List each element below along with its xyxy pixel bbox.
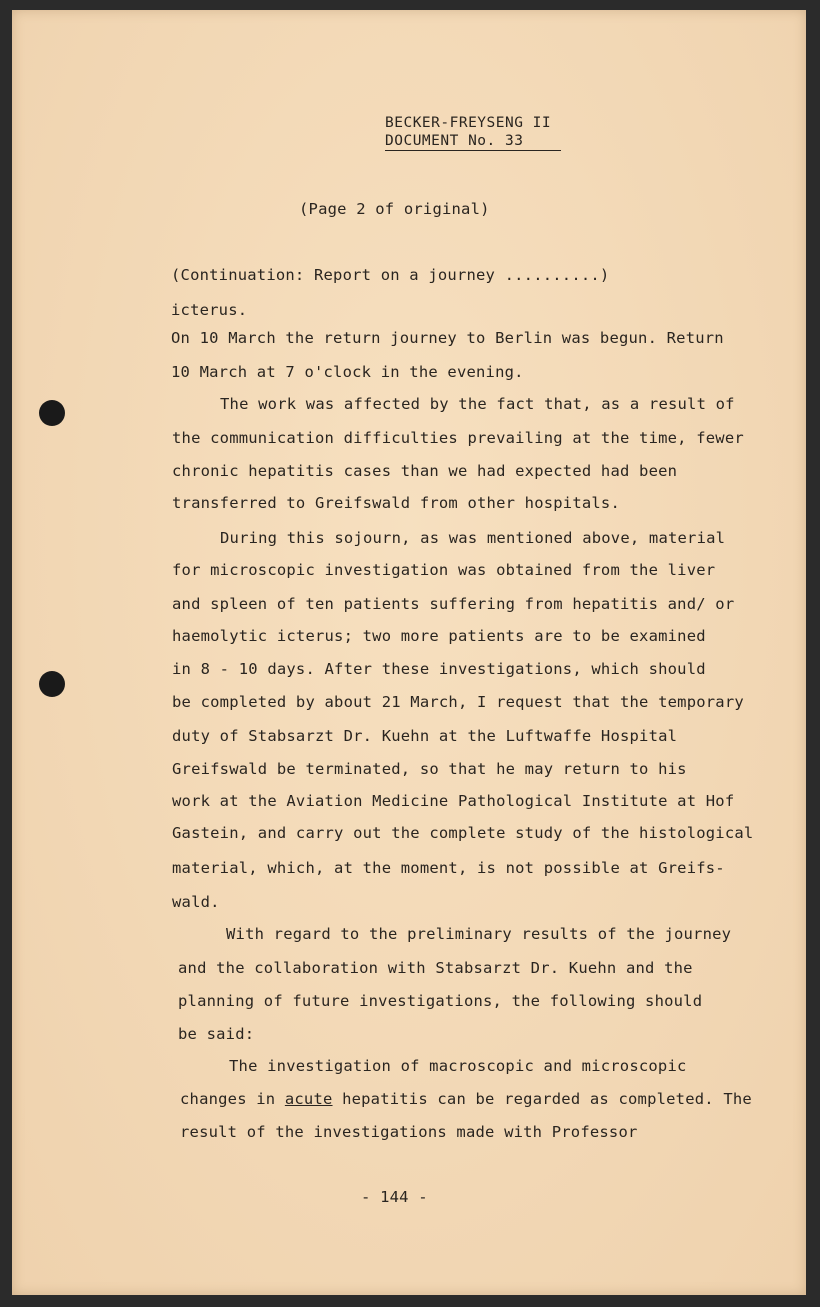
- text-line: Greifswald be terminated, so that he may return to his: [172, 760, 687, 778]
- punch-hole: [39, 400, 65, 426]
- text-line: wald.: [172, 893, 220, 911]
- text-line: Gastein, and carry out the complete study of the histological: [172, 824, 754, 842]
- text-line: for microscopic investigation was obtained from the liver: [172, 561, 716, 579]
- text-segment: hepatitis can be regarded as completed. The: [332, 1090, 752, 1108]
- text-line: and spleen of ten patients suffering from hepatitis and/ or: [172, 595, 735, 613]
- document-number: DOCUMENT No. 33: [385, 133, 561, 151]
- document-header-title: BECKER-FREYSENG II: [385, 115, 552, 131]
- text-line: be completed by about 21 March, I request that the temporary: [172, 693, 744, 711]
- text-line: icterus.: [171, 301, 248, 319]
- text-line: With regard to the preliminary results of the journey: [226, 925, 732, 943]
- text-line: planning of future investigations, the following should: [178, 992, 703, 1010]
- text-line-acute: [180, 1090, 752, 1108]
- text-line: the communication difficulties prevailing at the time, fewer: [172, 429, 744, 447]
- text-line: and the collaboration with Stabsarzt Dr. Kuehn and the: [178, 959, 693, 977]
- text-line: duty of Stabsarzt Dr. Kuehn at the Luftwaffe Hospital: [172, 727, 678, 745]
- text-line: in 8 - 10 days. After these investigations, which should: [172, 660, 706, 678]
- text-line: 10 March at 7 o'clock in the evening.: [171, 363, 524, 381]
- text-line: The investigation of macroscopic and microscopic: [229, 1057, 687, 1075]
- text-line: be said:: [178, 1025, 255, 1043]
- text-line: work at the Aviation Medicine Pathological Institute at Hof: [172, 792, 735, 810]
- text-line: haemolytic icterus; two more patients are to be examined: [172, 627, 706, 645]
- text-segment: changes in: [180, 1090, 285, 1108]
- text-line: transferred to Greifswald from other hospitals.: [172, 494, 620, 512]
- text-line: The work was affected by the fact that, as a result of: [220, 395, 735, 413]
- page-number: - 144 -: [361, 1188, 428, 1206]
- text-line: result of the investigations made with Professor: [180, 1123, 638, 1141]
- continuation-line: (Continuation: Report on a journey ..........): [171, 266, 610, 284]
- page-note: (Page 2 of original): [299, 200, 490, 218]
- punch-hole: [39, 671, 65, 697]
- underlined-word: acute: [284, 1090, 333, 1108]
- text-line: On 10 March the return journey to Berlin was begun. Return: [171, 329, 724, 347]
- text-line: material, which, at the moment, is not possible at Greifs-: [172, 859, 725, 877]
- text-line: During this sojourn, as was mentioned above, material: [220, 529, 726, 547]
- text-line: chronic hepatitis cases than we had expected had been: [172, 462, 678, 480]
